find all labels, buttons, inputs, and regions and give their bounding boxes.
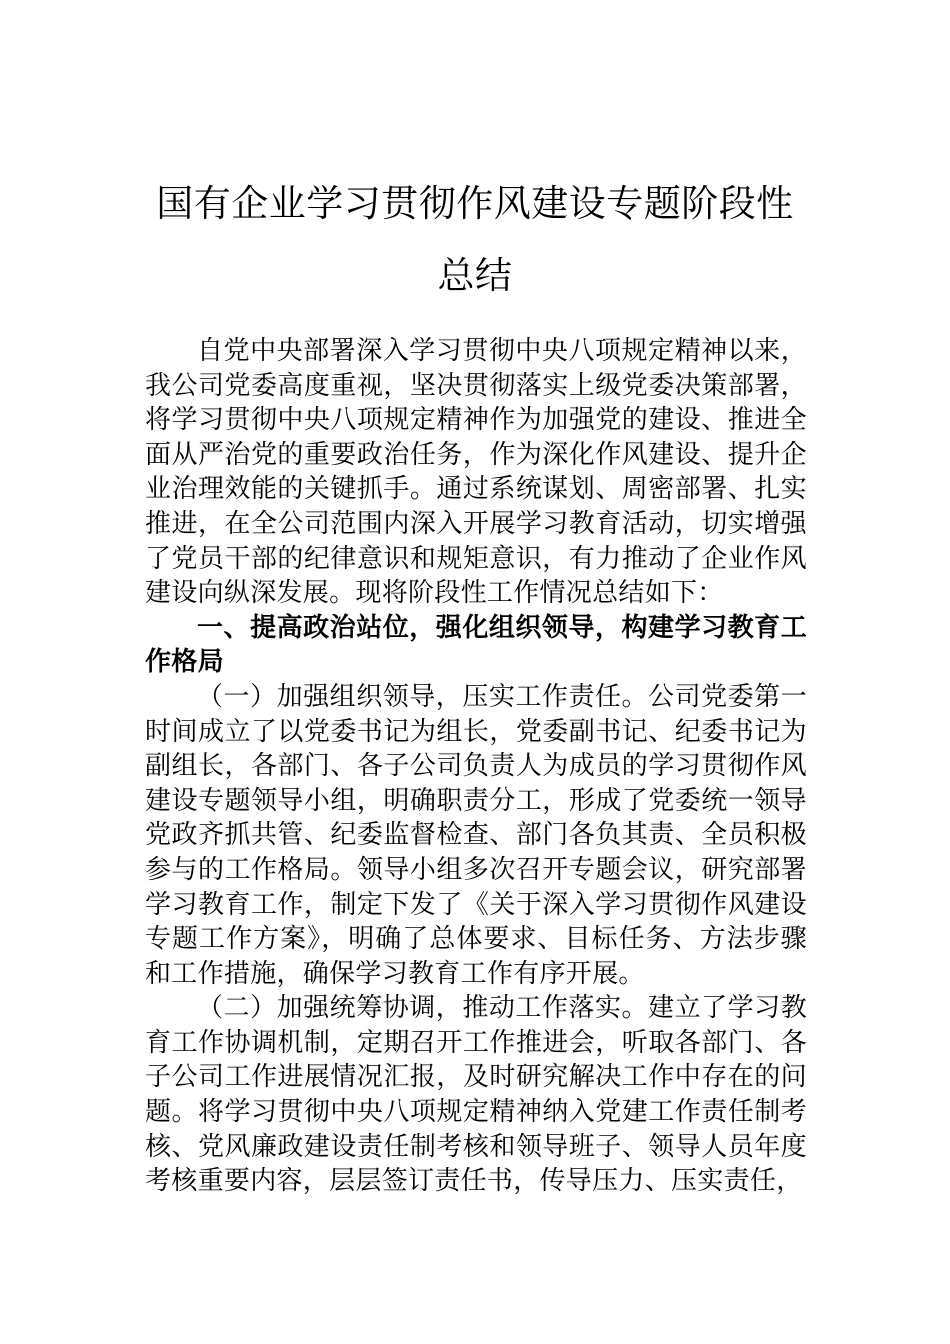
subsection-paragraph-2: （二）加强统筹协调，推动工作落实。建立了学习教育工作协调机制，定期召开工作推进会，听取各部门、各子公司工作进展情况汇报，及时研究解决工作中存在的问题。将学习贯彻中央八项规定精神纳入党建工作责任制考核、党风廉政建设责任制考核和领导班子、领导人员年度考核重要内容，层层签订责任书，传导压力、压实责任， xyxy=(145,993,807,1197)
document-title: 国有企业学习贯彻作风建设专题阶段性总结 xyxy=(156,182,794,297)
document-body xyxy=(145,334,807,1199)
intro-paragraph: 自党中央部署深入学习贯彻中央八项规定精神以来，我公司党委高度重视，坚决贯彻落实上级党委决策部署，将学习贯彻中央八项规定精神作为加强党的建设、推进全面从严治党的重要政治任务，作为深化作风建设、提升企业治理效能的关键抓手。通过系统谋划、周密部署、扎实推进，在全公司范围内深入开展学习教育活动，切实增强了党员干部的纪律意识和规矩意识，有力推动了企业作风建设向纵深发展。现将阶段性工作情况总结如下： xyxy=(145,336,807,609)
subsection-paragraph-1: （一）加强组织领导，压实工作责任。公司党委第一时间成立了以党委书记为组长，党委副书记、纪委书记为副组长，各部门、各子公司负责人为成员的学习贯彻作风建设专题领导小组，明确职责分工，形成了党委统一领导党政齐抓共管、纪委监督检查、部门各负其责、全员积极参与的工作格局。领导小组多次召开专题会议，研究部署学习教育工作，制定下发了《关于深入学习贯彻作风建设专题工作方案》，明确了总体要求、目标任务、方法步骤和工作措施，确保学习教育工作有序开展。 xyxy=(145,681,807,989)
section-heading-1: 一、提高政治站位，强化组织领导，构建学习教育工作格局 xyxy=(145,612,807,678)
